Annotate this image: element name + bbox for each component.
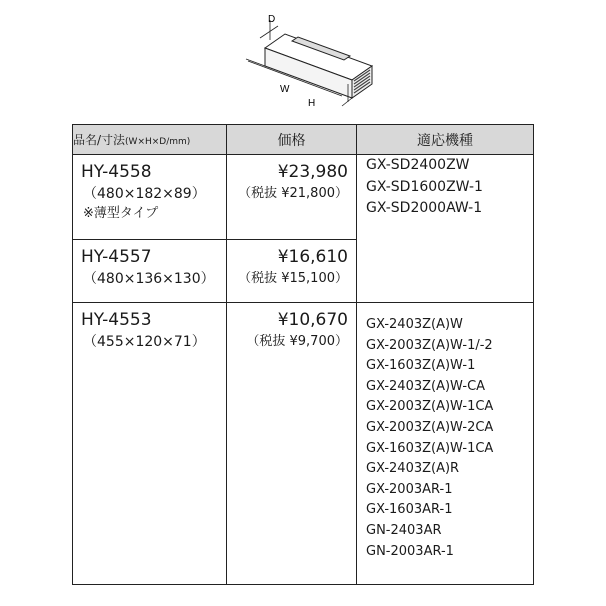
fit-model: GX-2403Z(A)W-CA xyxy=(366,378,486,394)
table-row xyxy=(73,303,534,585)
note: ※薄型タイプ xyxy=(83,206,159,221)
price-cell xyxy=(227,155,357,240)
price: ¥16,610 xyxy=(277,247,348,267)
product-cell xyxy=(73,155,227,240)
dim-line-d xyxy=(260,26,278,38)
product-table xyxy=(72,124,534,585)
fit-model-list xyxy=(357,303,533,562)
label-h: H xyxy=(308,98,316,109)
price-ex-tax: （税抜 ¥9,700） xyxy=(246,334,348,349)
fit-model: GN-2403AR xyxy=(366,522,442,538)
fit-model: GX-1603Z(A)W-1CA xyxy=(366,440,494,456)
model-number: HY-4557 xyxy=(81,247,152,267)
header-price: 価格 xyxy=(227,125,357,155)
fit-model: GX-2003Z(A)W-1/-2 xyxy=(366,337,493,353)
fit-model: GX-2003Z(A)W-2CA xyxy=(366,419,494,435)
product-cell xyxy=(73,303,227,585)
table-header-row xyxy=(73,125,534,155)
price-ex-tax: （税抜 ¥15,100） xyxy=(238,271,348,286)
fit-model: GX-2003AR-1 xyxy=(366,481,453,497)
model-number: HY-4553 xyxy=(81,310,152,330)
price-ex-tax: （税抜 ¥21,800） xyxy=(238,186,348,201)
dimensions: （455×120×71） xyxy=(83,334,206,350)
fit-model: GX-2403Z(A)W xyxy=(366,317,463,332)
fit-model: GX-1603Z(A)W-1 xyxy=(366,358,476,374)
header-name-sub: (W×H×D/mm) xyxy=(125,137,191,147)
dimensions: （480×182×89） xyxy=(83,186,206,202)
dimensions: （480×136×130） xyxy=(83,271,215,287)
fit-model: GX-1603AR-1 xyxy=(366,502,453,518)
table-row xyxy=(73,155,534,240)
fit-model: GN-2003AR-1 xyxy=(366,543,454,559)
fit-model: GX-2003Z(A)W-1CA xyxy=(366,399,494,415)
fit-model: GX-SD2000AW-1 xyxy=(366,200,483,216)
models-cell xyxy=(357,303,534,585)
label-d: D xyxy=(268,14,276,25)
label-w: W xyxy=(280,84,290,95)
header-models: 適応機種 xyxy=(357,125,534,155)
price: ¥23,980 xyxy=(277,162,348,182)
price-cell xyxy=(227,240,357,303)
product-cell xyxy=(73,240,227,303)
header-name: 品名/寸法(W×H×D/mm) xyxy=(73,125,227,155)
price: ¥10,670 xyxy=(277,310,348,330)
model-number: HY-4558 xyxy=(81,162,152,182)
fit-model: GX-2403Z(A)R xyxy=(366,461,460,477)
fit-model: GX-SD1600ZW-1 xyxy=(366,178,483,195)
models-cell xyxy=(357,155,534,303)
dimension-diagram xyxy=(230,8,380,116)
price-cell xyxy=(227,303,357,585)
fit-model: GX-SD2400ZW xyxy=(366,157,470,173)
